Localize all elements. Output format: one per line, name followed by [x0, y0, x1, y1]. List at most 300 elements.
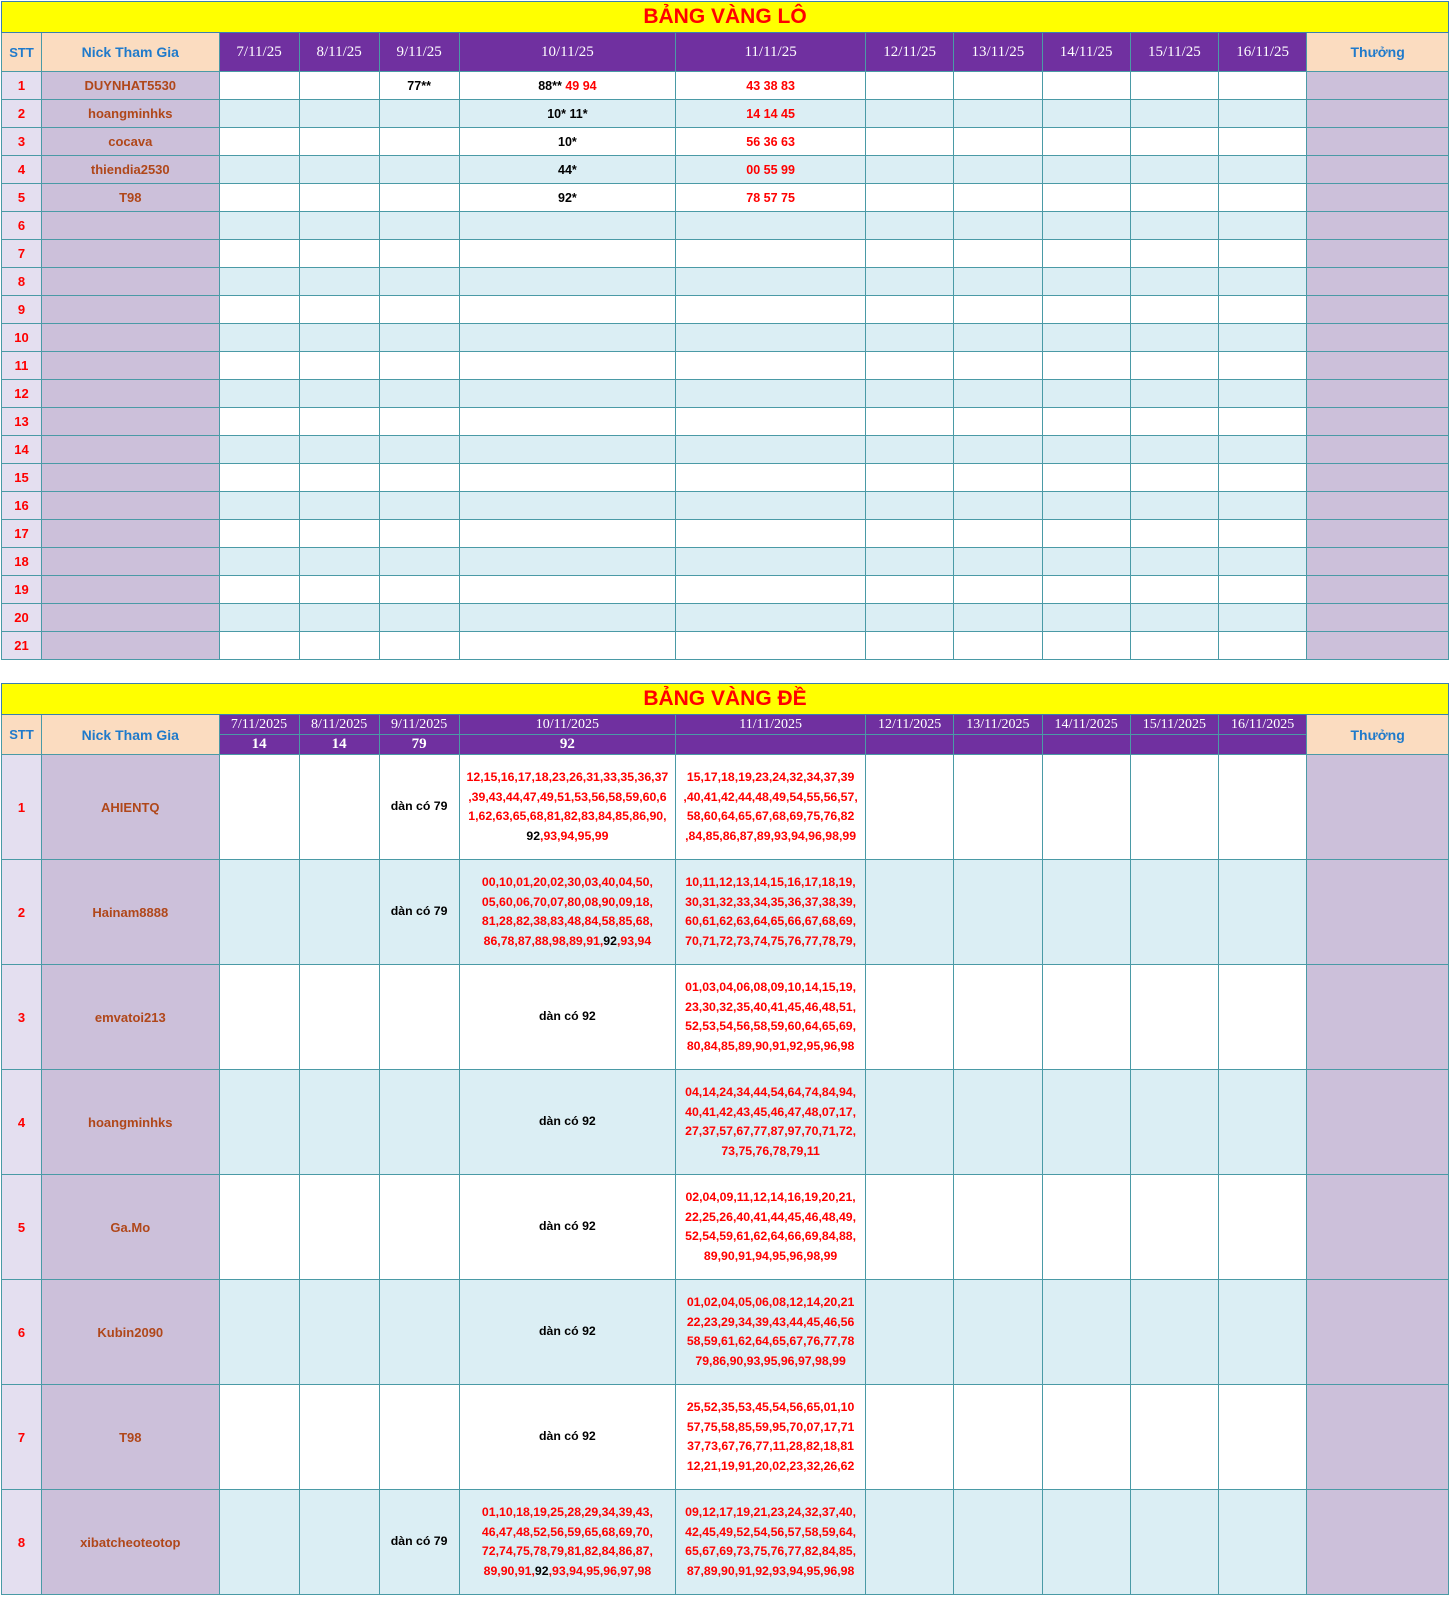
number-segment: 01,10,18,19,25,28,29,34,39,43,	[481, 1505, 653, 1519]
day-cell	[866, 436, 954, 464]
day-cell	[1130, 965, 1218, 1070]
number-line: 27,37,57,67,77,87,97,70,71,72,	[685, 1124, 857, 1138]
table-row	[2, 268, 1449, 296]
day-cell	[1130, 436, 1218, 464]
day-cell	[954, 520, 1042, 548]
day-cell	[299, 296, 379, 324]
table-row	[2, 860, 1449, 965]
day-cell	[1219, 128, 1307, 156]
de-date-header: 14/11/2025	[1042, 715, 1130, 735]
nick-cell	[42, 296, 220, 324]
day-cell	[219, 324, 299, 352]
nick-cell: AHIENTQ	[42, 755, 220, 860]
row-number: 4	[2, 1070, 42, 1175]
de-result	[954, 735, 1042, 755]
day-cell	[379, 408, 459, 436]
nick-cell	[42, 520, 220, 548]
day-cell	[299, 965, 379, 1070]
nick-cell	[42, 324, 220, 352]
day-cell	[866, 72, 954, 100]
nick-cell	[42, 212, 220, 240]
row-number: 1	[2, 755, 42, 860]
day-cell	[676, 755, 866, 860]
de-result: 79	[379, 735, 459, 755]
number-segment: dàn có 92	[539, 1219, 596, 1234]
day-cell	[866, 100, 954, 128]
row-number: 1	[2, 72, 42, 100]
day-cell	[299, 464, 379, 492]
day-cell	[219, 1490, 299, 1595]
day-cell	[1219, 72, 1307, 100]
day-cell	[219, 408, 299, 436]
nick-cell: Ga.Mo	[42, 1175, 220, 1280]
de-date-header: 11/11/2025	[676, 715, 866, 735]
day-cell	[1130, 100, 1218, 128]
day-cell	[954, 576, 1042, 604]
day-cell	[1130, 604, 1218, 632]
day-cell	[219, 520, 299, 548]
thuong-cell	[1307, 380, 1449, 408]
day-cell	[1219, 268, 1307, 296]
lo-date-header: 11/11/25	[676, 33, 866, 72]
nick-cell: DUYNHAT5530	[42, 72, 220, 100]
number-line: 22,25,26,40,41,44,45,46,48,49,	[685, 1209, 857, 1224]
day-cell	[676, 1385, 866, 1490]
day-cell	[866, 324, 954, 352]
de-date-header: 15/11/2025	[1130, 715, 1218, 735]
thuong-cell	[1307, 324, 1449, 352]
day-cell	[299, 520, 379, 548]
table-row	[2, 352, 1449, 380]
day-cell	[379, 352, 459, 380]
number-line: 09,12,17,19,21,23,24,32,37,40,	[685, 1505, 857, 1519]
number-line: 79,86,90,93,95,96,97,98,99	[695, 1353, 846, 1368]
lo-date-header: 10/11/25	[459, 33, 676, 72]
day-cell	[866, 1280, 954, 1385]
day-cell	[1130, 1175, 1218, 1280]
lo-date-header: 9/11/25	[379, 33, 459, 72]
day-cell	[219, 380, 299, 408]
nick-cell	[42, 268, 220, 296]
day-cell	[1042, 860, 1130, 965]
day-cell: dàn có 79	[379, 755, 459, 860]
number-line	[460, 1427, 676, 1447]
lo-thuong-header: Thưởng	[1307, 33, 1449, 72]
day-cell	[954, 604, 1042, 632]
day-cell	[676, 965, 866, 1070]
day-cell	[954, 632, 1042, 660]
day-cell	[379, 156, 459, 184]
day-cell	[1130, 860, 1218, 965]
day-cell	[954, 324, 1042, 352]
thuong-cell	[1307, 1280, 1449, 1385]
day-cell	[1042, 492, 1130, 520]
day-cell	[219, 436, 299, 464]
number-segment: dàn có 92	[539, 1009, 596, 1024]
day-cell	[1042, 296, 1130, 324]
day-cell: 78 57 75	[676, 184, 866, 212]
day-cell	[954, 1175, 1042, 1280]
number-segment: ,39,43,44,47,49,51,53,56,58,59,60,6	[468, 789, 667, 804]
row-number: 19	[2, 576, 42, 604]
table-row	[2, 632, 1449, 660]
nick-cell: Hainam8888	[42, 860, 220, 965]
day-cell	[676, 324, 866, 352]
nick-cell: Kubin2090	[42, 1280, 220, 1385]
row-number: 16	[2, 492, 42, 520]
day-cell	[866, 548, 954, 576]
row-number: 6	[2, 212, 42, 240]
day-cell	[866, 632, 954, 660]
day-cell	[866, 408, 954, 436]
thuong-cell	[1307, 72, 1449, 100]
number-line	[460, 1322, 676, 1342]
table-row	[2, 604, 1449, 632]
day-cell	[219, 72, 299, 100]
day-cell	[219, 576, 299, 604]
pick-text: 88**	[538, 78, 562, 93]
row-number: 18	[2, 548, 42, 576]
thuong-cell	[1307, 352, 1449, 380]
number-line: 58,60,64,65,67,68,69,75,76,82	[686, 809, 855, 823]
number-line	[460, 788, 676, 808]
day-cell	[219, 156, 299, 184]
nick-cell	[42, 548, 220, 576]
day-cell	[866, 576, 954, 604]
day-cell	[1130, 156, 1218, 184]
day-cell	[1042, 632, 1130, 660]
day-cell	[1130, 1490, 1218, 1595]
day-cell	[459, 156, 676, 184]
number-line: 87,89,90,91,92,93,94,95,96,98	[686, 1563, 855, 1578]
day-cell	[954, 1070, 1042, 1175]
day-cell	[219, 860, 299, 965]
day-cell	[1130, 268, 1218, 296]
number-segment: 89,90,91,	[483, 1563, 535, 1578]
day-cell	[1042, 436, 1130, 464]
day-cell	[459, 860, 676, 965]
number-segment: 92	[603, 933, 617, 948]
day-cell	[1219, 1280, 1307, 1385]
de-date-header: 9/11/2025	[379, 715, 459, 735]
day-cell	[459, 1070, 676, 1175]
day-cell	[1130, 296, 1218, 324]
day-cell	[1130, 240, 1218, 268]
day-cell	[1042, 1175, 1130, 1280]
number-line: 80,84,85,89,90,91,92,95,96,98	[686, 1038, 855, 1053]
day-cell	[459, 604, 676, 632]
day-cell	[676, 212, 866, 240]
de-result	[866, 735, 954, 755]
thuong-cell	[1307, 520, 1449, 548]
day-cell	[379, 324, 459, 352]
day-cell	[379, 128, 459, 156]
number-segment: dàn có 92	[539, 1324, 596, 1339]
day-cell	[1042, 156, 1130, 184]
day-cell	[866, 492, 954, 520]
number-line: 57,75,58,85,59,95,70,07,17,71	[686, 1419, 855, 1434]
table-row	[2, 520, 1449, 548]
row-number: 17	[2, 520, 42, 548]
number-segment: dàn có 92	[539, 1429, 596, 1444]
thuong-cell	[1307, 436, 1449, 464]
nick-cell: thiendia2530	[42, 156, 220, 184]
table-row	[2, 1280, 1449, 1385]
day-cell	[676, 240, 866, 268]
nick-cell: hoangminhks	[42, 100, 220, 128]
day-cell	[299, 1490, 379, 1595]
day-cell	[954, 464, 1042, 492]
number-segment: dàn có 92	[539, 1114, 596, 1129]
day-cell	[954, 240, 1042, 268]
pick-text: 44*	[558, 162, 577, 177]
thuong-cell	[1307, 1490, 1449, 1595]
day-cell	[459, 268, 676, 296]
day-cell	[1042, 520, 1130, 548]
number-line: 58,59,61,62,64,65,67,76,77,78	[686, 1334, 855, 1348]
table-row	[2, 1070, 1449, 1175]
table-row	[2, 128, 1449, 156]
table-row	[2, 1175, 1449, 1280]
day-cell	[299, 604, 379, 632]
number-line	[460, 873, 676, 893]
day-cell	[379, 548, 459, 576]
thuong-cell	[1307, 1175, 1449, 1280]
day-cell	[1130, 72, 1218, 100]
day-cell	[1219, 464, 1307, 492]
day-cell	[1219, 1490, 1307, 1595]
day-cell	[459, 212, 676, 240]
nick-cell	[42, 632, 220, 660]
lo-date-header: 12/11/25	[866, 33, 954, 72]
day-cell	[1042, 1070, 1130, 1175]
nick-cell: emvatoi213	[42, 965, 220, 1070]
row-number: 20	[2, 604, 42, 632]
number-line: 04,14,24,34,44,54,64,74,84,94,	[685, 1085, 857, 1099]
day-cell	[1042, 965, 1130, 1070]
de-nick-header: Nick Tham Gia	[42, 715, 220, 755]
day-cell	[219, 212, 299, 240]
day-cell	[219, 492, 299, 520]
day-cell	[299, 268, 379, 296]
day-cell	[1219, 156, 1307, 184]
day-cell	[954, 352, 1042, 380]
table-row	[2, 212, 1449, 240]
day-cell	[866, 1175, 954, 1280]
day-cell	[676, 576, 866, 604]
number-line: 60,61,62,63,64,65,66,67,68,69,	[685, 914, 857, 928]
thuong-cell	[1307, 604, 1449, 632]
number-line	[460, 1523, 676, 1543]
de-thuong-header: Thưởng	[1307, 715, 1449, 755]
day-cell	[954, 212, 1042, 240]
day-cell	[676, 380, 866, 408]
de-stt-header: STT	[2, 715, 42, 755]
day-cell: 56 36 63	[676, 128, 866, 156]
day-cell	[954, 965, 1042, 1070]
day-cell	[219, 464, 299, 492]
day-cell: dàn có 79	[379, 860, 459, 965]
number-line: 01,03,04,06,08,09,10,14,15,19,	[685, 980, 857, 994]
number-line	[460, 1562, 676, 1582]
day-cell	[459, 380, 676, 408]
number-line	[460, 932, 676, 952]
table-row	[2, 548, 1449, 576]
day-cell	[954, 1385, 1042, 1490]
day-cell	[299, 1280, 379, 1385]
day-cell	[459, 324, 676, 352]
day-cell	[954, 408, 1042, 436]
row-number: 13	[2, 408, 42, 436]
day-cell	[299, 240, 379, 268]
table-row	[2, 965, 1449, 1070]
number-segment: 81,28,82,38,83,48,84,58,85,68,	[481, 914, 653, 928]
day-cell	[299, 380, 379, 408]
day-cell	[1042, 184, 1130, 212]
day-cell	[1042, 212, 1130, 240]
day-cell	[954, 156, 1042, 184]
day-cell	[219, 296, 299, 324]
day-cell	[1219, 755, 1307, 860]
lo-date-header: 14/11/25	[1042, 33, 1130, 72]
row-number: 2	[2, 100, 42, 128]
thuong-cell	[1307, 632, 1449, 660]
de-date-header: 10/11/2025	[459, 715, 676, 735]
number-line: 73,75,76,78,79,11	[721, 1143, 820, 1158]
table-row	[2, 576, 1449, 604]
row-number: 8	[2, 268, 42, 296]
number-line: 23,30,32,35,40,41,45,46,48,51,	[685, 999, 857, 1014]
number-line: 52,54,59,61,62,64,66,69,84,88,	[685, 1229, 857, 1243]
number-line: 10,11,12,13,14,15,16,17,18,19,	[685, 875, 856, 889]
nick-cell	[42, 240, 220, 268]
day-cell	[676, 268, 866, 296]
de-date-header: 13/11/2025	[954, 715, 1042, 735]
row-number: 10	[2, 324, 42, 352]
number-line: ,40,41,42,44,48,49,54,55,56,57,	[683, 789, 858, 804]
de-date-header: 16/11/2025	[1219, 715, 1307, 735]
day-cell	[379, 576, 459, 604]
day-cell	[299, 408, 379, 436]
thuong-cell	[1307, 296, 1449, 324]
day-cell	[1130, 184, 1218, 212]
row-number: 4	[2, 156, 42, 184]
day-cell	[1042, 72, 1130, 100]
de-result	[1042, 735, 1130, 755]
day-cell	[954, 128, 1042, 156]
day-cell	[1042, 604, 1130, 632]
number-line	[460, 1542, 676, 1562]
day-cell	[866, 128, 954, 156]
number-line: 01,02,04,05,06,08,12,14,20,21	[686, 1295, 855, 1309]
de-result	[676, 735, 866, 755]
day-cell	[379, 1280, 459, 1385]
day-cell	[219, 268, 299, 296]
number-line	[460, 893, 676, 913]
day-cell	[219, 128, 299, 156]
day-cell	[299, 576, 379, 604]
thuong-cell	[1307, 548, 1449, 576]
de-date-header: 8/11/2025	[299, 715, 379, 735]
day-cell	[459, 352, 676, 380]
row-number: 14	[2, 436, 42, 464]
thuong-cell	[1307, 240, 1449, 268]
de-date-header: 12/11/2025	[866, 715, 954, 735]
day-cell	[1219, 212, 1307, 240]
de-result: 92	[459, 735, 676, 755]
day-cell	[299, 1385, 379, 1490]
row-number: 21	[2, 632, 42, 660]
day-cell	[219, 632, 299, 660]
table-row	[2, 1385, 1449, 1490]
day-cell	[219, 1070, 299, 1175]
day-cell	[676, 408, 866, 436]
day-cell	[676, 436, 866, 464]
day-cell: 14 14 45	[676, 100, 866, 128]
day-cell	[676, 492, 866, 520]
thuong-cell	[1307, 755, 1449, 860]
table-row	[2, 72, 1449, 100]
thuong-cell	[1307, 156, 1449, 184]
day-cell	[866, 604, 954, 632]
lo-date-header: 13/11/25	[954, 33, 1042, 72]
number-line	[460, 827, 676, 847]
day-cell	[954, 436, 1042, 464]
nick-cell: T98	[42, 184, 220, 212]
de-date-header: 7/11/2025	[219, 715, 299, 735]
thuong-cell	[1307, 184, 1449, 212]
thuong-cell	[1307, 212, 1449, 240]
day-cell	[459, 576, 676, 604]
day-cell	[866, 380, 954, 408]
row-number: 5	[2, 184, 42, 212]
day-cell	[1042, 324, 1130, 352]
day-cell	[299, 860, 379, 965]
day-cell	[1130, 380, 1218, 408]
number-segment: 86,78,87,88,98,89,91,	[483, 933, 604, 948]
day-cell	[299, 324, 379, 352]
row-number: 6	[2, 1280, 42, 1385]
thuong-cell	[1307, 1385, 1449, 1490]
day-cell	[866, 755, 954, 860]
day-cell	[1219, 520, 1307, 548]
number-line: 42,45,49,52,54,56,57,58,59,64,	[685, 1524, 857, 1539]
pick-text: 10*	[558, 134, 577, 149]
number-line: 02,04,09,11,12,14,16,19,20,21,	[685, 1190, 856, 1204]
day-cell	[459, 72, 676, 100]
day-cell	[1219, 632, 1307, 660]
day-cell	[459, 632, 676, 660]
thuong-cell	[1307, 965, 1449, 1070]
day-cell	[1042, 576, 1130, 604]
number-segment: 72,74,75,78,79,81,82,84,86,87,	[481, 1544, 653, 1558]
day-cell	[219, 184, 299, 212]
day-cell	[299, 212, 379, 240]
nick-cell	[42, 436, 220, 464]
number-segment: 46,47,48,52,56,59,65,68,69,70,	[481, 1524, 653, 1539]
de-result	[1130, 735, 1218, 755]
day-cell	[299, 184, 379, 212]
day-cell	[1130, 576, 1218, 604]
number-segment: 92	[534, 1563, 549, 1578]
day-cell	[379, 184, 459, 212]
day-cell	[379, 380, 459, 408]
number-line: 22,23,29,34,39,43,44,45,46,56	[686, 1314, 855, 1329]
nick-cell	[42, 604, 220, 632]
number-segment: 1,62,63,65,68,81,82,83,84,85,86,90,	[468, 809, 667, 823]
thuong-cell	[1307, 464, 1449, 492]
row-number: 5	[2, 1175, 42, 1280]
